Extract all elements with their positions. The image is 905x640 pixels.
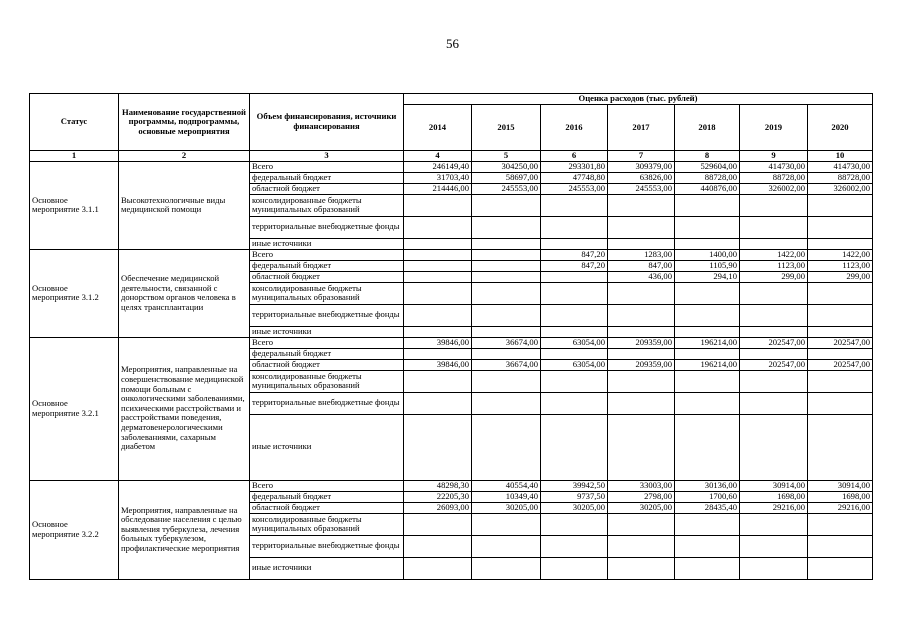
value-cell: 63054,00 (541, 359, 608, 370)
value-cell (740, 282, 808, 304)
funding-source: иные источники (250, 557, 404, 579)
value-cell: 63054,00 (541, 337, 608, 348)
value-cell (472, 414, 541, 480)
value-cell: 2798,00 (608, 491, 675, 502)
value-cell (675, 414, 740, 480)
value-cell (404, 249, 472, 260)
funding-source: иные источники (250, 414, 404, 480)
value-cell: 202547,00 (808, 337, 873, 348)
funding-source: федеральный бюджет (250, 348, 404, 359)
budget-table (29, 93, 873, 580)
value-cell (740, 557, 808, 579)
value-cell (675, 216, 740, 238)
funding-source: Всего (250, 337, 404, 348)
value-cell (808, 414, 873, 480)
column-number: 7 (608, 151, 675, 162)
table-row (30, 480, 873, 491)
value-cell: 309379,00 (608, 161, 675, 172)
value-cell: 246149,40 (404, 161, 472, 172)
funding-source: территориальные внебюджетные фонды (250, 304, 404, 326)
value-cell (541, 348, 608, 359)
value-cell (808, 282, 873, 304)
value-cell: 1700,60 (675, 491, 740, 502)
value-cell: 30914,00 (740, 480, 808, 491)
measure-status: Основное мероприятие 3.1.1 (30, 161, 119, 249)
value-cell (472, 348, 541, 359)
value-cell: 39846,00 (404, 337, 472, 348)
value-cell (472, 249, 541, 260)
value-cell (541, 535, 608, 557)
header-year: 2015 (472, 105, 541, 151)
value-cell (608, 216, 675, 238)
value-cell (675, 392, 740, 414)
value-cell (740, 513, 808, 535)
header-year: 2018 (675, 105, 740, 151)
value-cell: 63826,00 (608, 172, 675, 183)
value-cell: 9737,50 (541, 491, 608, 502)
value-cell (472, 260, 541, 271)
value-cell: 1422,00 (740, 249, 808, 260)
value-cell (675, 557, 740, 579)
value-cell (404, 348, 472, 359)
value-cell: 209359,00 (608, 337, 675, 348)
value-cell (472, 271, 541, 282)
value-cell (404, 282, 472, 304)
funding-source: Всего (250, 161, 404, 172)
value-cell (541, 557, 608, 579)
value-cell (541, 392, 608, 414)
value-cell (740, 326, 808, 337)
value-cell: 245553,00 (541, 183, 608, 194)
value-cell: 202547,00 (740, 337, 808, 348)
funding-source: Всего (250, 249, 404, 260)
value-cell (404, 557, 472, 579)
value-cell: 202547,00 (740, 359, 808, 370)
value-cell (472, 535, 541, 557)
value-cell: 847,00 (608, 260, 675, 271)
value-cell: 214446,00 (404, 183, 472, 194)
value-cell (608, 370, 675, 392)
funding-source: иные источники (250, 326, 404, 337)
value-cell: 29216,00 (808, 502, 873, 513)
measure-name: Высокотехнологичные виды медицинской помощи (119, 161, 250, 249)
value-cell: 196214,00 (675, 359, 740, 370)
value-cell (740, 348, 808, 359)
measure-name: Мероприятия, направленные на совершенствование медицинской помощи больным с онкологическими заболеваниями, психическими расстройствами и расстройствами поведения, дерматовенерологическими заболеваниями, сахарным диабетом (119, 337, 250, 480)
table-row (30, 161, 873, 172)
value-cell (808, 194, 873, 216)
funding-source: областной бюджет (250, 271, 404, 282)
column-number: 6 (541, 151, 608, 162)
value-cell (404, 304, 472, 326)
value-cell: 88728,00 (808, 172, 873, 183)
value-cell (608, 513, 675, 535)
header-estimate: Оценка расходов (тыс. рублей) (404, 94, 873, 105)
header-year: 2017 (608, 105, 675, 151)
funding-source: федеральный бюджет (250, 172, 404, 183)
value-cell (675, 304, 740, 326)
value-cell (675, 194, 740, 216)
value-cell (740, 304, 808, 326)
value-cell: 202547,00 (808, 359, 873, 370)
value-cell (675, 535, 740, 557)
value-cell: 36674,00 (472, 337, 541, 348)
value-cell: 30136,00 (675, 480, 740, 491)
value-cell: 1283,00 (608, 249, 675, 260)
value-cell: 36674,00 (472, 359, 541, 370)
value-cell: 326002,00 (740, 183, 808, 194)
value-cell (404, 370, 472, 392)
column-number: 1 (30, 151, 119, 162)
value-cell: 58697,00 (472, 172, 541, 183)
value-cell (675, 326, 740, 337)
value-cell: 88728,00 (740, 172, 808, 183)
value-cell (608, 326, 675, 337)
value-cell (675, 238, 740, 249)
header-year: 2019 (740, 105, 808, 151)
value-cell (541, 513, 608, 535)
value-cell: 30205,00 (608, 502, 675, 513)
funding-source: федеральный бюджет (250, 260, 404, 271)
value-cell (808, 535, 873, 557)
value-cell (808, 304, 873, 326)
value-cell (608, 557, 675, 579)
value-cell (740, 414, 808, 480)
value-cell (808, 392, 873, 414)
value-cell (404, 414, 472, 480)
value-cell (608, 348, 675, 359)
value-cell: 30914,00 (808, 480, 873, 491)
value-cell: 1123,00 (740, 260, 808, 271)
value-cell (608, 282, 675, 304)
value-cell: 304250,00 (472, 161, 541, 172)
value-cell (675, 513, 740, 535)
value-cell (541, 194, 608, 216)
value-cell: 10349,40 (472, 491, 541, 502)
value-cell: 1698,00 (808, 491, 873, 502)
funding-source: консолидированные бюджеты муниципальных образований (250, 513, 404, 535)
value-cell (472, 513, 541, 535)
column-number: 9 (740, 151, 808, 162)
value-cell: 29216,00 (740, 502, 808, 513)
value-cell (740, 238, 808, 249)
value-cell (404, 216, 472, 238)
value-cell (404, 392, 472, 414)
funding-source: территориальные внебюджетные фонды (250, 392, 404, 414)
header-name: Наименование государственной программы, подпрограммы, основные мероприятия (119, 94, 250, 151)
value-cell (740, 370, 808, 392)
value-cell (472, 304, 541, 326)
value-cell: 33003,00 (608, 480, 675, 491)
value-cell (541, 326, 608, 337)
column-number: 4 (404, 151, 472, 162)
value-cell (541, 216, 608, 238)
column-number: 3 (250, 151, 404, 162)
value-cell (472, 557, 541, 579)
value-cell (808, 238, 873, 249)
value-cell (675, 348, 740, 359)
value-cell (808, 557, 873, 579)
value-cell: 245553,00 (608, 183, 675, 194)
measure-status: Основное мероприятие 3.2.1 (30, 337, 119, 480)
value-cell (808, 348, 873, 359)
column-number: 5 (472, 151, 541, 162)
value-cell: 48298,30 (404, 480, 472, 491)
value-cell: 31703,40 (404, 172, 472, 183)
value-cell (608, 304, 675, 326)
funding-source: федеральный бюджет (250, 491, 404, 502)
value-cell: 414730,00 (808, 161, 873, 172)
value-cell: 196214,00 (675, 337, 740, 348)
funding-source: территориальные внебюджетные фонды (250, 535, 404, 557)
value-cell (541, 370, 608, 392)
measure-name: Обеспечение медицинской деятельности, связанной с донорством органов человека в целях трансплантации (119, 249, 250, 337)
value-cell (808, 513, 873, 535)
value-cell: 30205,00 (541, 502, 608, 513)
value-cell (472, 194, 541, 216)
value-cell (608, 238, 675, 249)
value-cell (675, 370, 740, 392)
value-cell (541, 238, 608, 249)
value-cell: 1400,00 (675, 249, 740, 260)
value-cell: 414730,00 (740, 161, 808, 172)
value-cell: 440876,00 (675, 183, 740, 194)
measure-status: Основное мероприятие 3.2.2 (30, 480, 119, 579)
value-cell: 529604,00 (675, 161, 740, 172)
value-cell: 209359,00 (608, 359, 675, 370)
header-status: Статус (30, 94, 119, 151)
value-cell: 1105,90 (675, 260, 740, 271)
funding-source: территориальные внебюджетные фонды (250, 216, 404, 238)
measure-status: Основное мероприятие 3.1.2 (30, 249, 119, 337)
value-cell (472, 370, 541, 392)
value-cell (541, 271, 608, 282)
value-cell (404, 535, 472, 557)
value-cell: 22205,30 (404, 491, 472, 502)
value-cell: 28435,40 (675, 502, 740, 513)
value-cell: 299,00 (740, 271, 808, 282)
value-cell (472, 282, 541, 304)
value-cell (740, 194, 808, 216)
table-row (30, 249, 873, 260)
header-year: 2020 (808, 105, 873, 151)
value-cell (675, 282, 740, 304)
value-cell (472, 216, 541, 238)
value-cell (404, 326, 472, 337)
value-cell (472, 392, 541, 414)
funding-source: Всего (250, 480, 404, 491)
funding-source: консолидированные бюджеты муниципальных образований (250, 370, 404, 392)
header-year: 2016 (541, 105, 608, 151)
value-cell: 245553,00 (472, 183, 541, 194)
value-cell (608, 392, 675, 414)
value-cell: 26093,00 (404, 502, 472, 513)
value-cell (608, 194, 675, 216)
header-year: 2014 (404, 105, 472, 151)
value-cell: 1123,00 (808, 260, 873, 271)
value-cell (740, 392, 808, 414)
value-cell (740, 216, 808, 238)
value-cell: 847,20 (541, 249, 608, 260)
column-number: 10 (808, 151, 873, 162)
value-cell (740, 535, 808, 557)
measure-name: Мероприятия, направленные на обследование населения с целью выявления туберкулеза, лечения больных туберкулезом, профилактические мероприятия (119, 480, 250, 579)
value-cell: 39846,00 (404, 359, 472, 370)
value-cell (808, 326, 873, 337)
funding-source: областной бюджет (250, 502, 404, 513)
page-number: 56 (446, 36, 459, 51)
value-cell: 1698,00 (740, 491, 808, 502)
value-cell (404, 260, 472, 271)
value-cell: 299,00 (808, 271, 873, 282)
value-cell (808, 216, 873, 238)
value-cell: 326002,00 (808, 183, 873, 194)
value-cell: 1422,00 (808, 249, 873, 260)
funding-source: иные источники (250, 238, 404, 249)
table-row (30, 337, 873, 348)
funding-source: консолидированные бюджеты муниципальных образований (250, 194, 404, 216)
value-cell (608, 535, 675, 557)
funding-source: консолидированные бюджеты муниципальных образований (250, 282, 404, 304)
value-cell: 436,00 (608, 271, 675, 282)
value-cell: 47748,80 (541, 172, 608, 183)
value-cell: 39942,50 (541, 480, 608, 491)
value-cell (608, 414, 675, 480)
value-cell (541, 304, 608, 326)
value-cell: 847,20 (541, 260, 608, 271)
column-number: 2 (119, 151, 250, 162)
value-cell (404, 513, 472, 535)
value-cell (404, 271, 472, 282)
funding-source: областной бюджет (250, 183, 404, 194)
value-cell: 88728,00 (675, 172, 740, 183)
budget-table-body (30, 161, 873, 579)
value-cell (404, 238, 472, 249)
value-cell (404, 194, 472, 216)
value-cell: 294,10 (675, 271, 740, 282)
header-source: Объем финансирования, источники финансирования (250, 94, 404, 151)
value-cell: 40554,40 (472, 480, 541, 491)
value-cell (808, 370, 873, 392)
funding-source: областной бюджет (250, 359, 404, 370)
value-cell (541, 282, 608, 304)
value-cell: 30205,00 (472, 502, 541, 513)
value-cell (472, 326, 541, 337)
value-cell (541, 414, 608, 480)
value-cell (472, 238, 541, 249)
value-cell: 293301,80 (541, 161, 608, 172)
column-number: 8 (675, 151, 740, 162)
